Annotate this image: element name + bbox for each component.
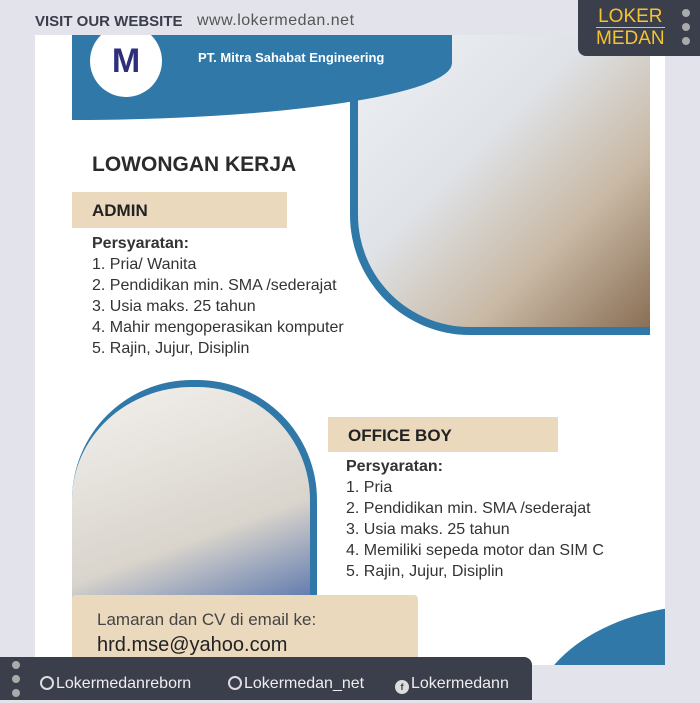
- req-item: 4. Memiliki sepeda motor dan SIM C: [346, 542, 604, 559]
- social-instagram-reborn[interactable]: [40, 675, 191, 693]
- req-item: 5. Rajin, Jujur, Disiplin: [346, 563, 504, 580]
- social-instagram-net[interactable]: [228, 675, 364, 693]
- req-heading: Persyaratan:: [346, 458, 443, 475]
- instagram-icon: [40, 676, 54, 690]
- social-label: Lokermedanreborn: [56, 675, 192, 692]
- social-label: Lokermedann: [411, 675, 509, 692]
- instagram-icon: [228, 676, 242, 690]
- visit-label: VISIT OUR WEBSITE: [35, 13, 183, 30]
- poster-title: LOWONGAN KERJA: [92, 153, 297, 176]
- job-poster: [35, 35, 665, 665]
- req-item: 2. Pendidikan min. SMA /sederajat: [346, 500, 591, 517]
- corner-wave: [530, 605, 665, 665]
- req-item: 2. Pendidikan min. SMA /sederajat: [92, 277, 337, 294]
- req-item: 5. Rajin, Jujur, Disiplin: [92, 340, 250, 357]
- apply-box: [72, 595, 418, 665]
- facebook-icon: f: [395, 680, 409, 694]
- email-address[interactable]: hrd.mse@yahoo.com: [97, 634, 288, 656]
- req-item: 3. Usia maks. 25 tahun: [92, 298, 256, 315]
- office-boy-requirements: [346, 456, 604, 582]
- apply-label: Lamaran dan CV di email ke:: [97, 610, 317, 629]
- req-item: 4. Mahir mengoperasikan komputer: [92, 319, 344, 336]
- social-label: Lokermedan_net: [244, 675, 365, 692]
- admin-requirements: [92, 233, 344, 359]
- brand-line2: MEDAN: [596, 28, 665, 49]
- more-icon[interactable]: [12, 661, 20, 703]
- cleaner-photo: [72, 380, 317, 630]
- req-item: 3. Usia maks. 25 tahun: [346, 521, 510, 538]
- job-title-office-boy: OFFICE BOY: [328, 417, 558, 452]
- job-title-admin: ADMIN: [72, 192, 287, 228]
- company-name: PT. Mitra Sahabat Engineering: [198, 50, 385, 65]
- brand-logo: [578, 0, 700, 56]
- company-logo: M: [90, 35, 162, 97]
- website-link[interactable]: www.lokermedan.net: [197, 12, 355, 29]
- req-item: 1. Pria/ Wanita: [92, 256, 197, 273]
- social-bar: [0, 657, 532, 700]
- more-icon[interactable]: [682, 9, 690, 51]
- req-heading: Persyaratan:: [92, 235, 189, 252]
- brand-line1: LOKER: [596, 6, 665, 28]
- req-item: 1. Pria: [346, 479, 393, 496]
- social-facebook[interactable]: [395, 675, 509, 694]
